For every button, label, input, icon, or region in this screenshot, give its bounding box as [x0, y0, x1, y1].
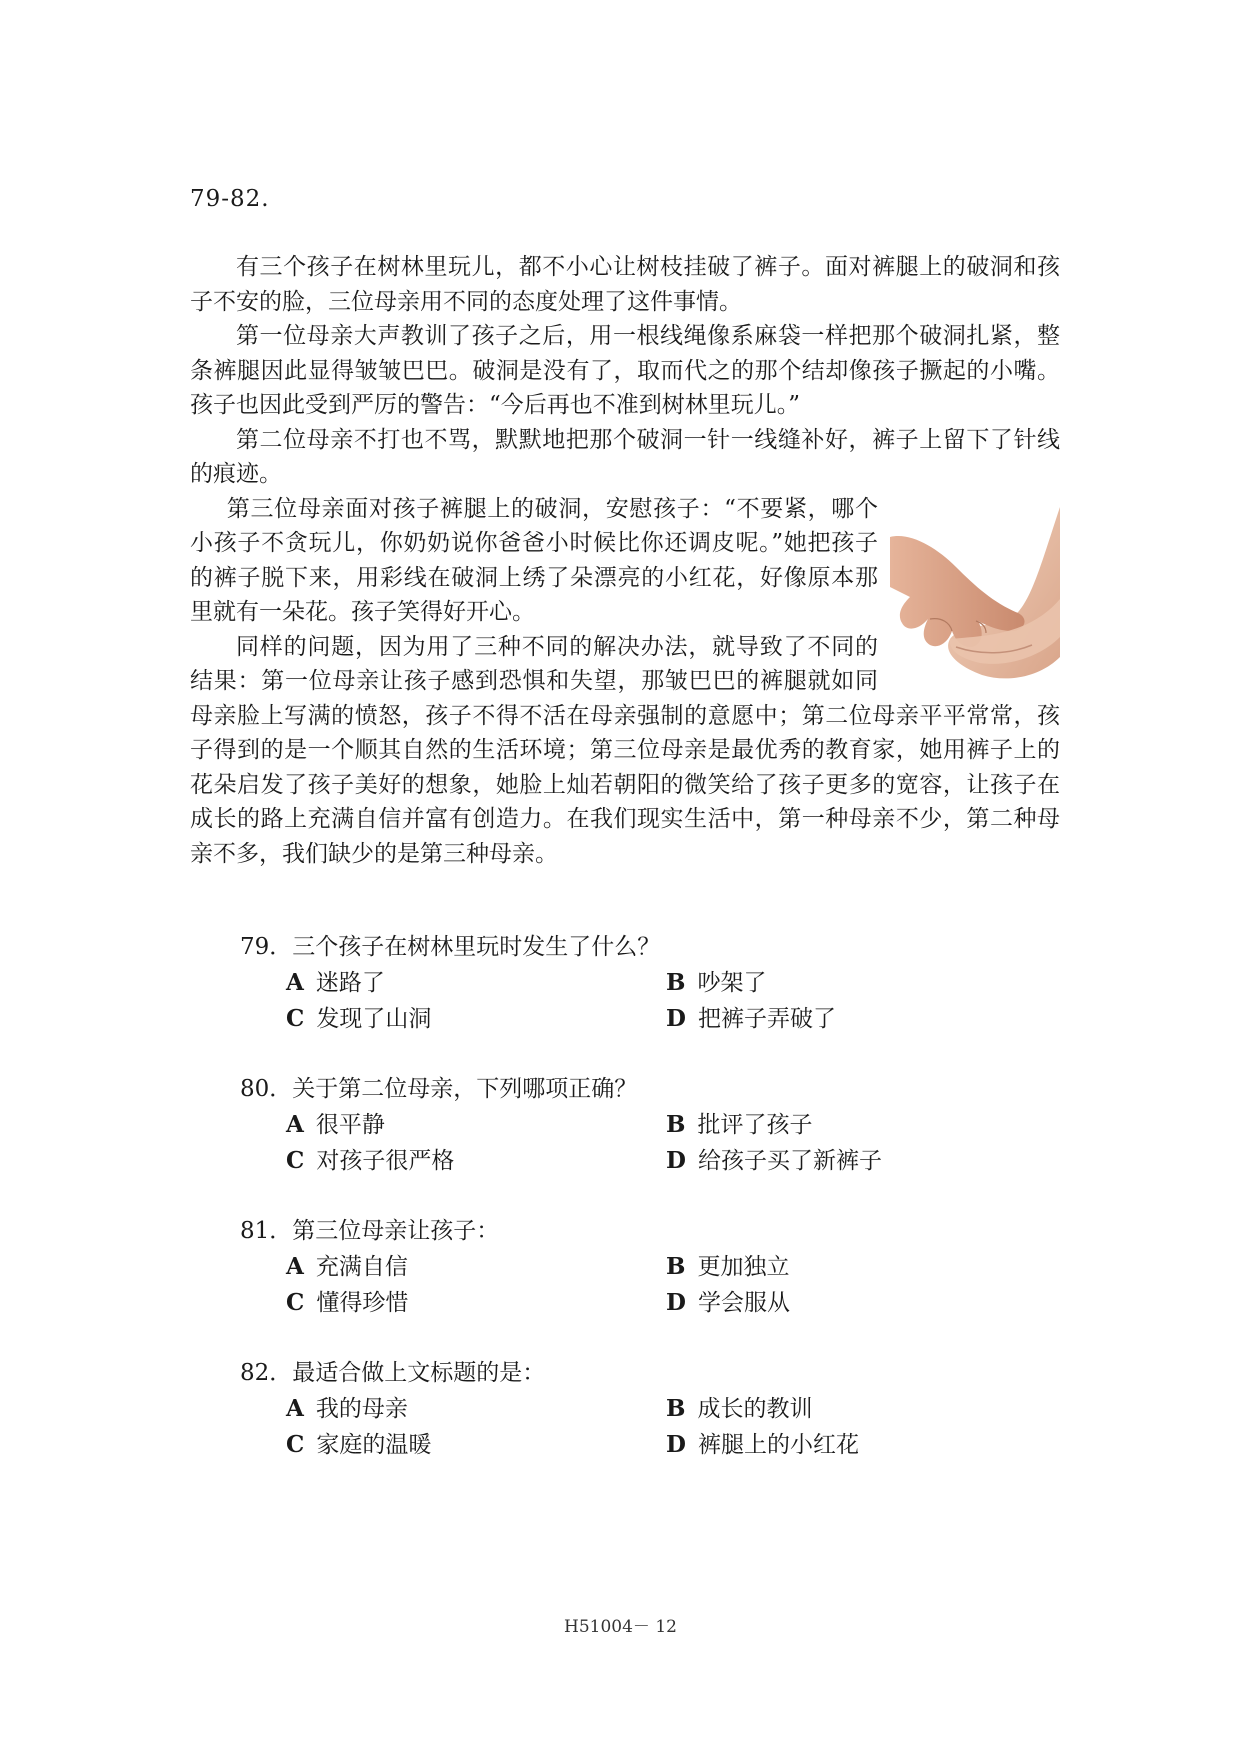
- option-letter: D: [666, 1431, 686, 1458]
- option-letter: D: [666, 1147, 686, 1174]
- option-c[interactable]: [286, 1427, 666, 1463]
- option-letter: D: [666, 1289, 686, 1316]
- option-a[interactable]: [286, 965, 666, 1001]
- option-text: 吵架了: [697, 970, 767, 996]
- question-number: 80．: [240, 1076, 293, 1102]
- option-text: 成长的教训: [697, 1396, 813, 1422]
- option-b[interactable]: [666, 1391, 986, 1427]
- option-a[interactable]: [286, 1107, 666, 1143]
- option-text: 充满自信: [315, 1254, 408, 1280]
- option-letter: A: [286, 1253, 304, 1280]
- question-list: [240, 930, 940, 1498]
- question-79: [240, 930, 940, 1037]
- option-b[interactable]: [666, 1249, 986, 1285]
- option-letter: B: [666, 1395, 686, 1422]
- option-letter: C: [286, 1289, 305, 1316]
- option-text: 批评了孩子: [697, 1112, 813, 1138]
- option-letter: C: [286, 1431, 305, 1458]
- option-a[interactable]: [286, 1391, 666, 1427]
- option-text: 裤腿上的小红花: [697, 1432, 859, 1458]
- question-stem: [240, 1356, 940, 1391]
- answer-options: [240, 965, 940, 1037]
- option-text: 家庭的温暖: [316, 1432, 432, 1458]
- option-text: 更加独立: [697, 1254, 790, 1280]
- passage-paragraph-1: 有三个孩子在树林里玩儿，都不小心让树枝挂破了裤子。面对裤腿上的破洞和孩子不安的脸，三位母亲用不同的态度处理了这件事情。: [190, 254, 1060, 315]
- question-80: [240, 1072, 940, 1179]
- option-c[interactable]: [286, 1001, 666, 1037]
- option-text: 给孩子买了新裤子: [697, 1148, 882, 1174]
- option-a[interactable]: [286, 1249, 666, 1285]
- option-letter: D: [666, 1005, 686, 1032]
- passage-paragraph-4: 第三位母亲面对孩子裤腿上的破洞，安慰孩子：“不要紧，哪个小孩子不贪玩儿，你奶奶说你爸爸小时候比你还调皮呢。”她把孩子的裤子脱下来，用彩线在破洞上绣了朵漂亮的小红花，好像原本那里就有一朵花。孩子笑得好开心。: [190, 495, 878, 625]
- option-d[interactable]: [666, 1285, 986, 1321]
- option-letter: C: [286, 1147, 305, 1174]
- option-text: 懂得珍惜: [316, 1290, 409, 1316]
- question-text: 第三位母亲让孩子：: [292, 1218, 500, 1244]
- question-stem: [240, 1072, 940, 1107]
- option-letter: A: [286, 969, 304, 996]
- section-number: 79-82.: [190, 186, 270, 212]
- option-letter: C: [286, 1005, 305, 1032]
- option-letter: A: [286, 1111, 304, 1138]
- option-letter: B: [666, 969, 686, 996]
- option-text: 对孩子很严格: [316, 1148, 455, 1174]
- answer-options: [240, 1107, 940, 1179]
- option-b[interactable]: [666, 1107, 986, 1143]
- question-text: 关于第二位母亲，下列哪项正确？: [292, 1076, 638, 1102]
- option-b[interactable]: [666, 965, 986, 1001]
- question-number: 79．: [240, 934, 293, 960]
- passage-paragraph-5: 同样的问题，因为用了三种不同的解决办法，就导致了不同的结果：第一位母亲让孩子感到恐惧和失望，那皱巴巴的裤腿就如同母亲脸上写满的愤怒，孩子不得不活在母亲强制的意愿中；第二位母亲平平常常，孩子得到的是一个顺其自然的生活环境；第三位母亲是最优秀的教育家，她用裤子上的花朵启发了孩子美好的想象，她脸上灿若朝阳的微笑给了孩子更多的宽容，让孩子在成长的路上充满自信并富有创造力。在我们现实生活中，第一种母亲不少，第二种母亲不多，我们缺少的是第三种母亲。: [190, 633, 1060, 867]
- passage-paragraph-3: 第二位母亲不打也不骂，默默地把那个破洞一针一线缝补好，裤子上留下了针线的痕迹。: [190, 426, 1060, 487]
- option-d[interactable]: [666, 1001, 986, 1037]
- option-letter: A: [286, 1395, 304, 1422]
- question-text: 最适合做上文标题的是：: [292, 1360, 546, 1386]
- option-d[interactable]: [666, 1143, 986, 1179]
- option-text: 很平静: [315, 1112, 385, 1138]
- answer-options: [240, 1249, 940, 1321]
- option-letter: B: [666, 1111, 686, 1138]
- option-text: 把裤子弄破了: [697, 1006, 836, 1032]
- answer-options: [240, 1391, 940, 1463]
- question-text: 三个孩子在树林里玩时发生了什么？: [292, 934, 661, 960]
- page-footer: H51004－ 12: [564, 1617, 677, 1637]
- option-text: 发现了山洞: [316, 1006, 432, 1032]
- hands-photo: [890, 507, 1060, 697]
- option-text: 我的母亲: [315, 1396, 408, 1422]
- option-letter: B: [666, 1253, 686, 1280]
- option-c[interactable]: [286, 1285, 666, 1321]
- question-number: 82．: [240, 1360, 293, 1386]
- question-stem: [240, 1214, 940, 1249]
- reading-passage: [190, 250, 1060, 871]
- question-stem: [240, 930, 940, 965]
- option-text: 迷路了: [315, 970, 385, 996]
- question-81: [240, 1214, 940, 1321]
- question-82: [240, 1356, 940, 1463]
- option-text: 学会服从: [697, 1290, 790, 1316]
- option-c[interactable]: [286, 1143, 666, 1179]
- option-d[interactable]: [666, 1427, 986, 1463]
- question-number: 81．: [240, 1218, 293, 1244]
- passage-paragraph-2: 第一位母亲大声教训了孩子之后，用一根线绳像系麻袋一样把那个破洞扎紧，整条裤腿因此显得皱皱巴巴。破洞是没有了，取而代之的那个结却像孩子撅起的小嘴。孩子也因此受到严厉的警告：“今后再也不准到树林里玩儿。”: [190, 323, 1060, 418]
